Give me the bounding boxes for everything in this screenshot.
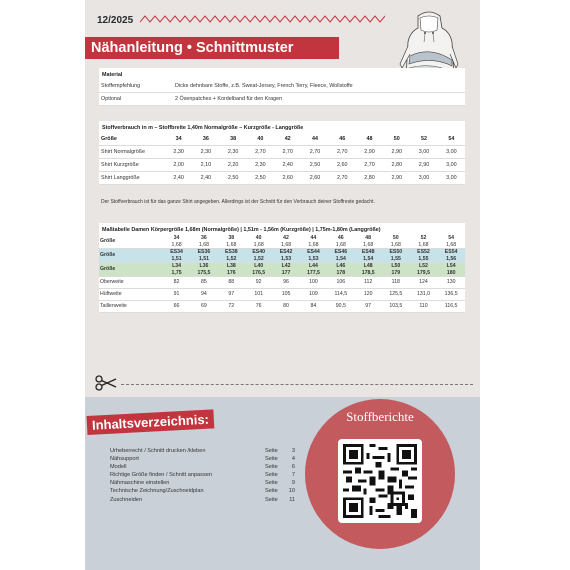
size-code: ES42 — [279, 249, 293, 255]
value-cell: 96 — [273, 277, 300, 289]
value-cell: 3,00 — [410, 172, 437, 185]
list-item — [110, 487, 295, 495]
size-code: ES40 — [252, 249, 266, 255]
value-cell: 2,70 — [301, 146, 328, 159]
material-value: Dicke dehnbare Stoffe, z.B. Sweat-Jersey, French Terry, Fleece, Wollstoffe — [173, 80, 465, 93]
value-cell: 105 — [273, 289, 300, 301]
value-cell: 66 — [163, 301, 190, 313]
value-cell: 114,5 — [327, 289, 354, 301]
value-cell: 2,70 — [329, 146, 356, 159]
row-label: Größe — [99, 249, 163, 263]
value-cell: 110 — [410, 301, 438, 313]
size-code: 36 — [201, 235, 207, 241]
size-code: ES48 — [361, 249, 375, 255]
body-height: 1,68 — [253, 241, 264, 248]
value-cell: 94 — [190, 289, 218, 301]
value-cell: 101 — [245, 289, 273, 301]
toc-item-title: Nähmaschine einstellen — [110, 480, 170, 487]
value-cell: 72 — [218, 301, 245, 313]
body-height: 176 — [226, 269, 236, 276]
size-code: 48 — [365, 235, 372, 241]
toc-page-prefix: Seite — [265, 496, 278, 503]
value-cell: 131,0 — [410, 289, 438, 301]
size-code: L54 — [446, 263, 456, 269]
value-cell: 106 — [327, 277, 354, 289]
toc-item-title: Modell — [110, 464, 127, 471]
table-row — [99, 146, 465, 159]
toc-item-title: Technische Zeichnung/Zuschneidplan — [110, 488, 204, 495]
body-height: 177,5 — [306, 269, 320, 276]
size-code: ES52 — [417, 249, 430, 255]
value-cell: 2,80 — [356, 172, 383, 185]
row-label: Shirt Kurzgröße — [99, 159, 165, 172]
value-cell: 80 — [273, 301, 300, 313]
size-code: 40 — [255, 235, 262, 241]
size-cell: 48 — [356, 133, 383, 146]
size-cell — [410, 249, 438, 263]
size-row-normal — [99, 235, 465, 249]
toc-item-page: 6 — [291, 464, 295, 471]
body-height: 178,5 — [361, 269, 375, 276]
toc-page-prefix: Seite — [265, 456, 278, 463]
value-cell: 97 — [218, 289, 245, 301]
list-item — [110, 447, 295, 455]
issue-number: 12/2025 — [97, 15, 134, 26]
toc-page-prefix: Seite — [265, 448, 278, 454]
size-cell: 50 — [383, 133, 410, 146]
size-code: 42 — [283, 235, 289, 241]
value-cell: 82 — [163, 277, 190, 289]
size-code: L44 — [308, 263, 318, 269]
body-height: 1,68 — [308, 241, 319, 248]
size-code: 46 — [337, 235, 344, 241]
size-code: 50 — [392, 235, 399, 241]
value-cell: 90,5 — [327, 301, 354, 313]
size-cell — [382, 263, 410, 277]
value-cell: 136,5 — [437, 289, 465, 301]
body-height: 1,68 — [390, 241, 401, 248]
body-height: 1,68 — [281, 241, 292, 248]
body-height: 1,54 — [335, 255, 346, 262]
consumption-heading: Stoffverbrauch in m – Stoffbreite 1,40m Normalgröße – Kurzgröße - Langgröße — [102, 125, 304, 131]
value-cell: 2,30 — [247, 159, 274, 172]
list-item — [110, 455, 295, 463]
body-height: 1,68 — [363, 241, 374, 248]
value-cell: 2,90 — [383, 172, 410, 185]
size-cell — [245, 263, 273, 277]
value-cell: 2,70 — [329, 172, 356, 185]
size-cell — [437, 249, 465, 263]
size-cell — [300, 249, 328, 263]
value-cell: 130 — [437, 277, 465, 289]
page-title: Nähanleitung • Schnittmuster — [85, 37, 339, 59]
value-cell: 2,30 — [220, 146, 247, 159]
value-cell: 76 — [245, 301, 273, 313]
size-code: L46 — [336, 263, 346, 269]
material-card — [99, 68, 465, 106]
size-cell: 54 — [438, 133, 465, 146]
body-height: 1,51 — [171, 255, 182, 262]
size-code: ES46 — [334, 249, 348, 255]
list-item — [110, 471, 295, 479]
size-cell — [382, 235, 410, 249]
size-code: L50 — [391, 263, 401, 269]
value-cell: 2,60 — [329, 159, 356, 172]
value-cell: 2,50 — [220, 172, 247, 185]
value-cell: 2,90 — [383, 146, 410, 159]
body-height: 1,68 — [335, 241, 346, 248]
size-cell: 40 — [247, 133, 274, 146]
value-cell: 116,5 — [437, 301, 465, 313]
body-height: 179 — [391, 269, 401, 276]
table-row — [99, 159, 465, 172]
size-cell — [218, 263, 245, 277]
row-label: Hüftweite — [99, 289, 163, 301]
size-cell — [245, 235, 273, 249]
size-cell — [190, 263, 218, 277]
value-cell: 2,50 — [247, 172, 274, 185]
body-height: 175,5 — [197, 269, 211, 276]
badge-title: Stoffberichte — [346, 409, 414, 424]
table-row — [99, 289, 465, 301]
size-cell — [190, 235, 218, 249]
qr-code[interactable] — [338, 439, 422, 523]
value-cell: 91 — [163, 289, 190, 301]
value-cell: 120 — [354, 289, 382, 301]
value-cell: 2,70 — [356, 159, 383, 172]
table-row — [99, 93, 465, 106]
material-value: 2 Ösenpatches + Kordelband für den Kragen — [173, 93, 465, 106]
value-cell: 3,00 — [438, 159, 465, 172]
consumption-card — [99, 121, 465, 185]
size-cell: 38 — [220, 133, 247, 146]
value-cell: 3,00 — [438, 172, 465, 185]
size-cell — [218, 249, 245, 263]
value-cell: 2,20 — [220, 159, 247, 172]
size-cell — [354, 235, 382, 249]
consumption-note: Der Stoffverbrauch ist für das ganze Shirt angegeben. Allerdings ist der Schnitt für den Verbrauch deiner Stoffreste gedacht. — [101, 199, 375, 205]
size-code: 44 — [310, 235, 317, 241]
row-label: Shirt Langgröße — [99, 172, 165, 185]
table-row — [99, 172, 465, 185]
toc-page-prefix: Seite — [265, 472, 278, 479]
row-label: Shirt Normalgröße — [99, 146, 165, 159]
value-cell: 2,10 — [192, 159, 219, 172]
toc-item-page: 7 — [291, 472, 295, 479]
size-code: 38 — [228, 235, 235, 241]
measurement-table — [99, 235, 465, 313]
value-cell: 2,30 — [165, 146, 192, 159]
toc-item-page: 3 — [291, 448, 295, 454]
value-cell: 112 — [354, 277, 382, 289]
body-height: 1,51 — [198, 255, 209, 262]
size-row-short — [99, 249, 465, 263]
value-cell: 2,30 — [192, 146, 219, 159]
toc-list — [110, 447, 295, 504]
body-height: 1,53 — [308, 255, 319, 262]
pattern-page — [85, 0, 480, 570]
size-code: ES50 — [389, 249, 403, 255]
body-height: 1,68 — [446, 241, 457, 248]
value-cell: 2,80 — [383, 159, 410, 172]
material-heading: Material — [102, 72, 123, 78]
size-code: L42 — [281, 263, 291, 269]
size-code: L34 — [172, 263, 182, 269]
size-code: ES44 — [307, 249, 320, 255]
value-cell: 2,90 — [356, 146, 383, 159]
size-cell — [437, 235, 465, 249]
size-cell: 36 — [192, 133, 219, 146]
value-cell: 2,50 — [301, 159, 328, 172]
size-cell: 44 — [301, 133, 328, 146]
row-label: Größe — [99, 263, 163, 277]
size-cell — [190, 249, 218, 263]
value-cell: 3,00 — [438, 146, 465, 159]
cut-line-divider — [121, 384, 473, 385]
value-cell: 85 — [190, 277, 218, 289]
list-item — [110, 463, 295, 471]
toc-item-page: 9 — [291, 480, 295, 487]
toc-item-title: Nähsupport — [110, 456, 139, 463]
size-cell — [300, 235, 328, 249]
table-row — [99, 277, 465, 289]
value-cell: 92 — [245, 277, 273, 289]
toc-title: Inhaltsverzeichnis: — [87, 409, 215, 435]
value-cell: 69 — [190, 301, 218, 313]
row-label: Oberweite — [99, 277, 163, 289]
size-code: 34 — [173, 235, 180, 241]
size-cell — [410, 235, 438, 249]
size-header: Größe — [99, 133, 165, 146]
size-row-long — [99, 263, 465, 277]
size-code: L48 — [363, 263, 373, 269]
value-cell: 2,60 — [301, 172, 328, 185]
table-row — [99, 301, 465, 313]
measurement-card — [99, 223, 465, 313]
toc-item-page: 4 — [291, 456, 295, 463]
toc-page-prefix: Seite — [265, 464, 278, 471]
body-height: 1,75 — [171, 269, 182, 276]
value-cell: 84 — [300, 301, 328, 313]
size-cell: 46 — [329, 133, 356, 146]
size-cell: 42 — [274, 133, 301, 146]
size-cell — [218, 235, 245, 249]
value-cell: 2,70 — [247, 146, 274, 159]
value-cell: 100 — [300, 277, 328, 289]
size-cell — [245, 249, 273, 263]
size-cell — [273, 235, 300, 249]
toc-item-page: 11 — [289, 496, 295, 503]
body-height: 1,68 — [198, 241, 209, 248]
size-code: 52 — [420, 235, 427, 241]
size-code: L40 — [254, 263, 264, 269]
value-cell: 2,00 — [165, 159, 192, 172]
size-code: ES54 — [444, 249, 458, 255]
toc-item-title: Richtige Größe finden / Schnitt anpassen — [110, 472, 212, 479]
body-height: 1,56 — [446, 255, 457, 262]
qr-code-pattern — [343, 444, 417, 518]
body-height: 177 — [281, 269, 291, 276]
size-cell — [163, 235, 190, 249]
material-label: Stoffempfehlung — [99, 80, 173, 93]
value-cell: 3,00 — [410, 146, 437, 159]
body-height: 1,52 — [226, 255, 237, 262]
size-cell — [327, 263, 354, 277]
toc-item-page: 10 — [288, 488, 295, 495]
body-height: 178 — [336, 269, 346, 276]
value-cell: 125,5 — [382, 289, 410, 301]
size-code: ES38 — [224, 249, 238, 255]
value-cell: 2,60 — [274, 172, 301, 185]
size-cell — [437, 263, 465, 277]
size-cell — [382, 249, 410, 263]
size-cell — [163, 263, 190, 277]
size-cell — [327, 235, 354, 249]
toc-page-prefix: Seite — [265, 480, 278, 487]
body-height: 1,55 — [390, 255, 401, 262]
zigzag-stitch-icon — [140, 14, 385, 24]
size-code: L52 — [418, 263, 428, 269]
body-height: 176,5 — [252, 269, 266, 276]
body-height: 1,55 — [418, 255, 429, 262]
size-cell — [163, 249, 190, 263]
toc-item-title: Zuschneiden — [110, 496, 143, 503]
value-cell: 88 — [218, 277, 245, 289]
material-table — [99, 80, 465, 106]
body-height: 1,53 — [281, 255, 292, 262]
value-cell: 97 — [354, 301, 382, 313]
table-header-row — [99, 133, 465, 146]
value-cell: 118 — [382, 277, 410, 289]
body-height: 1,68 — [171, 241, 182, 248]
size-code: L36 — [199, 263, 209, 269]
size-code: ES36 — [197, 249, 211, 255]
material-label: Optional — [99, 93, 173, 106]
value-cell: 124 — [410, 277, 438, 289]
value-cell: 103,5 — [382, 301, 410, 313]
body-height: 1,52 — [253, 255, 264, 262]
size-cell — [300, 263, 328, 277]
list-item — [110, 496, 295, 504]
body-height: 180 — [446, 269, 456, 276]
size-cell — [327, 249, 354, 263]
stoffberichte-badge — [305, 399, 455, 549]
size-cell — [410, 263, 438, 277]
size-cell: 52 — [410, 133, 437, 146]
value-cell: 2,40 — [192, 172, 219, 185]
table-row — [99, 80, 465, 93]
size-cell — [273, 263, 300, 277]
value-cell: 2,40 — [165, 172, 192, 185]
list-item — [110, 479, 295, 487]
size-code: L38 — [226, 263, 236, 269]
value-cell: 2,70 — [274, 146, 301, 159]
size-code: ES34 — [170, 249, 183, 255]
size-cell — [273, 249, 300, 263]
body-height: 179,5 — [416, 269, 430, 276]
toc-item-title: Urheberrecht / Schnitt drucken /kleben — [110, 448, 206, 454]
value-cell: 109 — [300, 289, 328, 301]
size-cell — [354, 249, 382, 263]
body-height: 1,68 — [226, 241, 237, 248]
row-label: Größe — [99, 235, 163, 249]
measurement-heading: Maßtabelle Damen Körpergröße 1,68m (Normalgröße) | 1,51m - 1,56m (Kurzgröße) | 1,75m-1,80m (Langgröße) — [102, 227, 381, 233]
consumption-table — [99, 133, 465, 185]
value-cell: 2,90 — [410, 159, 437, 172]
size-cell — [354, 263, 382, 277]
value-cell: 2,40 — [274, 159, 301, 172]
size-cell: 34 — [165, 133, 192, 146]
size-code: 54 — [448, 235, 455, 241]
toc-page-prefix: Seite — [265, 488, 278, 495]
scissors-icon — [95, 375, 117, 391]
body-height: 1,68 — [418, 241, 429, 248]
row-label: Taillenweite — [99, 301, 163, 313]
body-height: 1,54 — [363, 255, 374, 262]
